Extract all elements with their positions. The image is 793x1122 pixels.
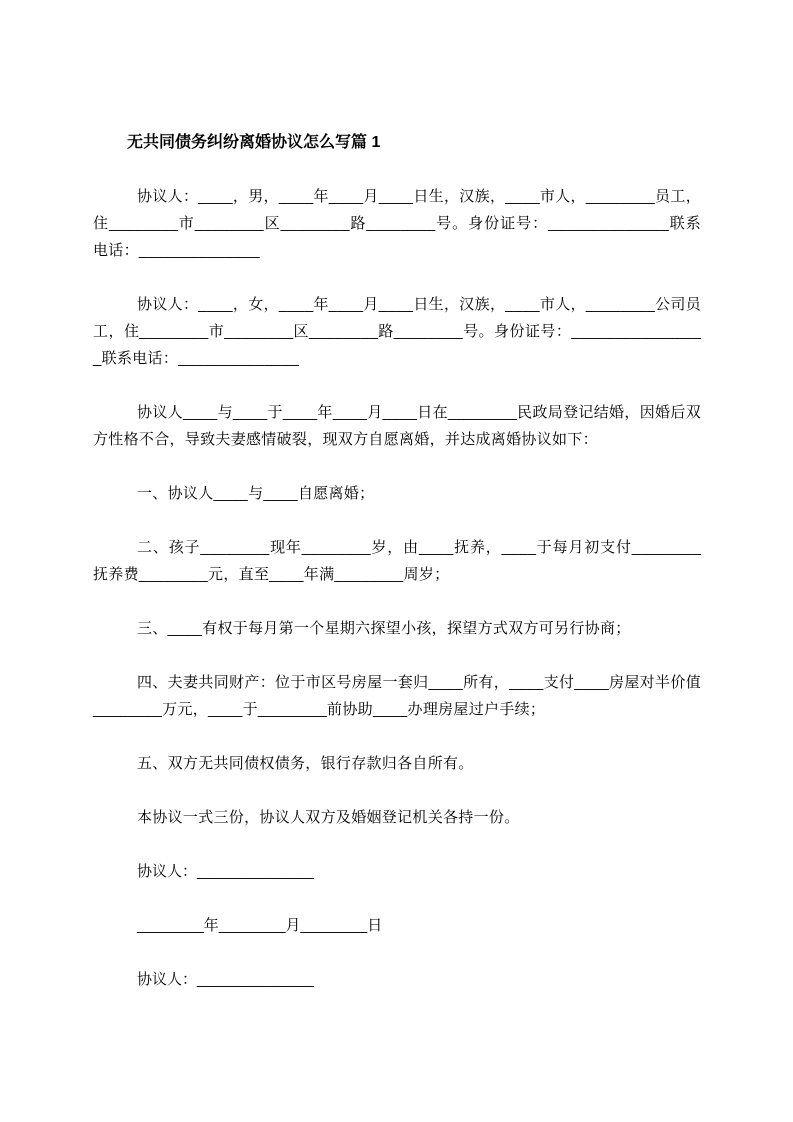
signature-line-party-b: 协议人：______________: [137, 971, 314, 988]
paragraph-copies: 本协议一式三份，协议人双方及婚姻登记机关各持一份。: [137, 809, 520, 826]
clause-2-child-custody: 二、孩子________现年________岁，由____抚养，____于每月初支付________抚养费________元，直至____年满________周岁；: [93, 539, 701, 583]
paragraph-party-a: 协议人：____，男，____年____月____日生，汉族，____市人，________员工，住________市________区________路________号。身份证号：______________联系电话：______________: [93, 188, 701, 259]
clause-1-voluntary-divorce: 一、协议人____与____自愿离婚；: [137, 485, 375, 502]
date-line: ________年________月________日: [137, 917, 383, 934]
clause-4-property: 四、夫妻共同财产：位于市区号房屋一套归____所有，____支付____房屋对半价值________万元，____于________前协助____办理房屋过户手续；: [93, 674, 701, 718]
clause-5-debts: 五、双方无共同债权债务，银行存款归各自所有。: [137, 755, 474, 772]
document-title: 无共同债务纠纷离婚协议怎么写篇 1: [127, 134, 381, 151]
paragraph-party-b: 协议人：____，女，____年____月____日生，汉族，____市人，________公司员工，住________市________区________路________号。身份证号：________________联系电话：______________: [93, 296, 701, 367]
clause-3-visitation: 三、____有权于每月第一个星期六探望小孩，探望方式双方可另行协商；: [137, 620, 631, 637]
paragraph-marriage-preamble: 协议人____与____于____年____月____日在________民政局登记结婚，因婚后双方性格不合，导致夫妻感情破裂，现双方自愿离婚，并达成离婚协议如下：: [93, 404, 701, 448]
signature-line-party-a: 协议人：______________: [137, 863, 314, 880]
